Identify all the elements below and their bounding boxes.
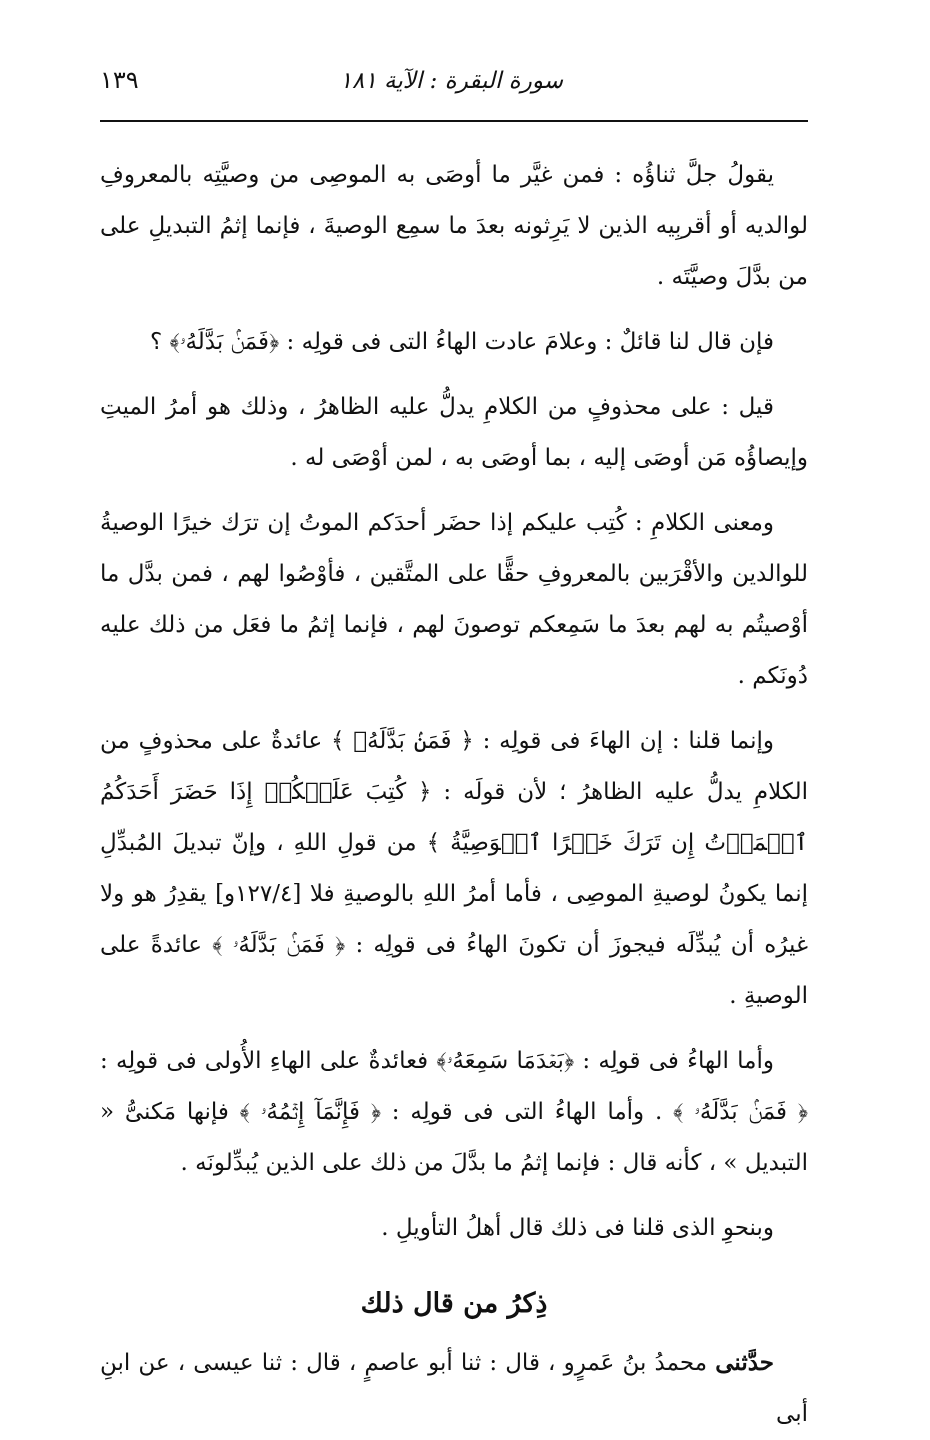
page-header	[100, 0, 808, 122]
hadith-chain-line	[100, 1337, 808, 1440]
page-number: ١٣٩	[100, 66, 139, 94]
page-body	[100, 150, 808, 1440]
hadith-chain-lead: حدَّثنى	[715, 1349, 775, 1376]
paragraph-1: يقولُ جلَّ ثناؤُه : فمن غيَّر ما أوصَى به الموصِى من وصيَّتِه بالمعروفِ لوالديه أو أقربِيه الذين لا يَرِثونه بعدَ ما سمِع الوصيةَ ، فإنما إثمُ التبديلِ على من بدَّلَ وصيَّتَه .	[100, 162, 808, 290]
hadith-chain-text: محمدُ بنُ عَمرٍو ، قال : ثنا أبو عاصمٍ ، قال : ثنا عيسى ، عن ابنِ أبى	[100, 1350, 808, 1427]
paragraph-3: قيل : على محذوفٍ من الكلامِ يدلُّ عليه الظاهرُ ، وذلك هو أمرُ الميتِ وإيصاؤُه مَن أوصَى إليه ، بما أوصَى به ، لمن أوْصَى له .	[100, 394, 808, 471]
paragraph-6: وأما الهاءُ فى قولِه : ﴿بَعۡدَمَا سَمِعَهُۥ﴾ فعائدةٌ على الهاءِ الأُولى فى قولِه : ﴿ فَمَنۢ بَدَّلَهُۥ ﴾ . وأما الهاءُ التى فى قولِه : ﴿ فَإِنَّمَآ إِثۡمُهُۥ ﴾ فإنها مَكنىُّ « التبديل » ، كأنه قال : فإنما إثمُ ما بدَّلَ من ذلك على الذين يُبدِّلونَه .	[100, 1048, 808, 1176]
section-heading: ذِكرُ من قال ذلك	[360, 1288, 548, 1319]
paragraph-5: وإنما قلنا : إن الهاءَ فى قولِه : ﴿ فَمَنۢ بَدَّلَهُۥ ﴾ عائدةٌ على محذوفٍ من الكلامِ يدلُّ عليه الظاهرُ ؛ لأن قولَه : ﴿ كُتِبَ عَلَيۡكُمۡ إِذَا حَضَرَ أَحَدَكُمُ ٱلۡمَوۡتُ إِن تَرَكَ خَيۡرًا ٱلۡوَصِيَّةُ ﴾ من قولِ اللهِ ، وإنّ تبديلَ المُبدِّلِ إنما يكونُ لوصيةِ الموصِى ، فأما أمرُ اللهِ بالوصيةِ فلا [١٢٧/٤و] يقدِرُ هو ولا غيرُه أن يُبدِّلَه فيجوزَ أن تكونَ الهاءُ فى قولِه : ﴿ فَمَنۢ بَدَّلَهُۥ ﴾ عائدةً على الوصيةِ .	[100, 728, 809, 1009]
paragraph-2: فإن قال لنا قائلٌ : وعلامَ عادت الهاءُ التى فى قولِه : ﴿فَمَنۢ بَدَّلَهُۥ﴾ ؟	[149, 329, 774, 355]
paragraph-4: ومعنى الكلامِ : كُتِب عليكم إذا حضَر أحدَكم الموتُ إن ترَك خيرًا الوصيةُ للوالدين والأقْرَبين بالمعروفِ حقًّا على المتَّقين ، فأوْصُوا لهم ، فمن بدَّل ما أوْصيتُم به لهم بعدَ ما سَمِعكم توصونَ لهم ، فإنما إثمُ ما فعَل من ذلك عليه دُونَكم .	[100, 510, 808, 689]
running-title: سورة البقرة : الآية ١٨١	[339, 68, 563, 94]
paragraph-7: وبنحوِ الذى قلنا فى ذلك قال أهلُ التأويلِ .	[381, 1215, 774, 1241]
